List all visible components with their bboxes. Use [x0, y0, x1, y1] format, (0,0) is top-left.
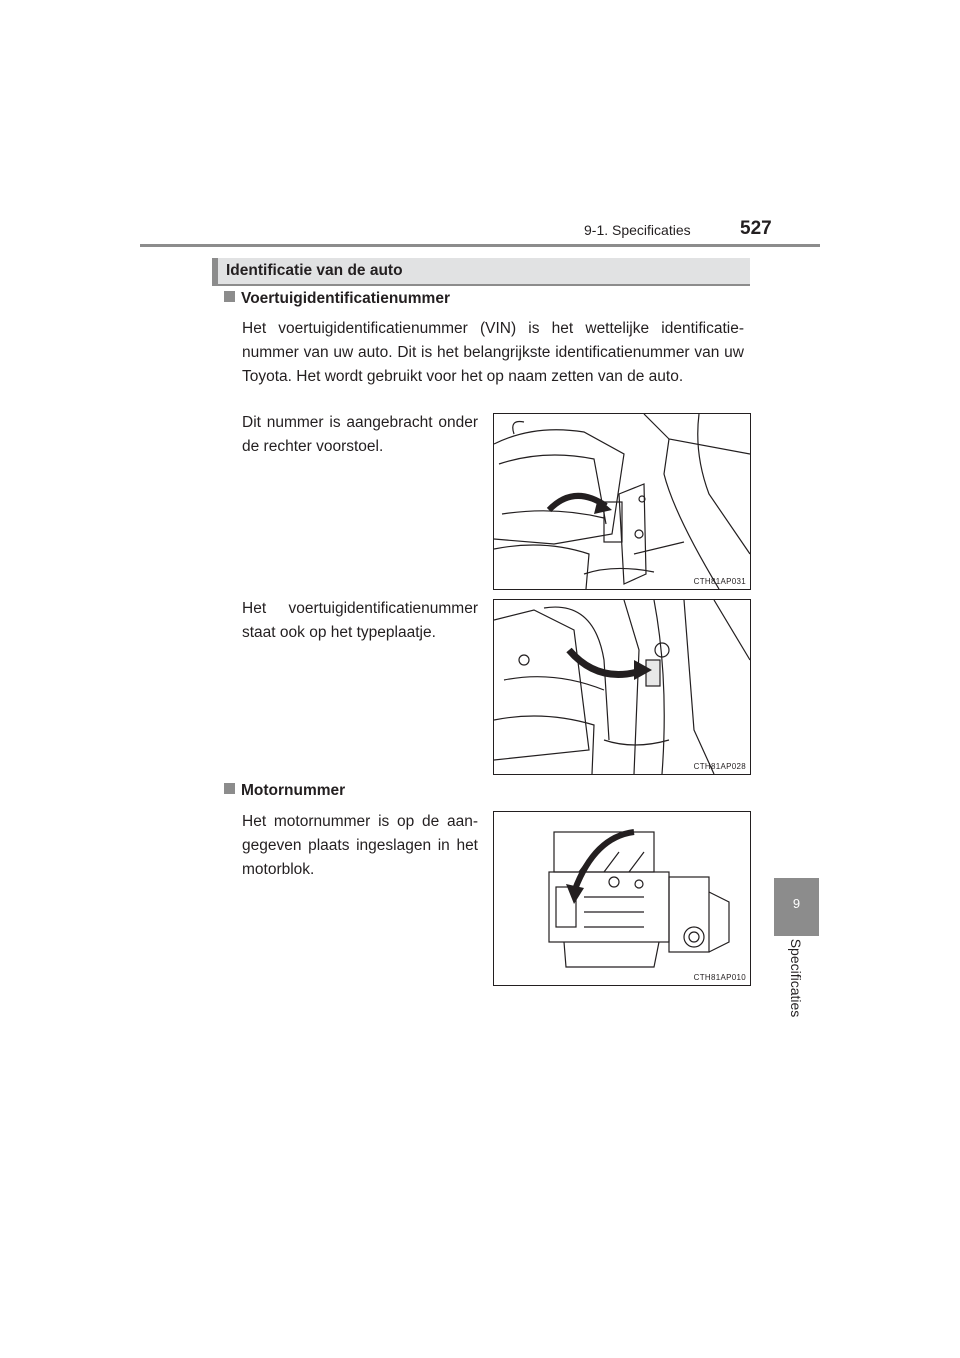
vin-location-plate-text: Het voertuigidentificatienummer staat ook op het typeplaatje.: [242, 600, 478, 641]
chapter-tab-label: Specificaties: [788, 938, 804, 1018]
chapter-tab-number: 9: [792, 896, 801, 911]
figure-code: CTH81AP031: [693, 577, 746, 586]
square-bullet-icon: [224, 783, 235, 794]
header-rule: [140, 244, 820, 247]
vin-heading: [224, 290, 450, 308]
figure-code: CTH81AP010: [693, 973, 746, 982]
vin-heading-text: Voertuigidentificatienummer: [241, 290, 450, 307]
engine-illustration: [494, 812, 750, 985]
running-header-section: 9-1. Specificaties: [584, 222, 691, 238]
section-bar-accent: [212, 258, 218, 284]
vin-intro-paragraph: Het voertuigidentificatienummer (VIN) is het wettelijke identificatie-nummer van uw auto. Dit is het belangrijkste identificatienummer van uw Toyota. Het wordt gebruikt voor het op naam zetten van de auto.: [242, 320, 744, 385]
section-bar-underline: [212, 284, 750, 286]
section-title: Identificatie van de auto: [226, 262, 403, 279]
figure-seat-vin: [493, 413, 751, 590]
figure-engine-block: [493, 811, 751, 986]
engine-heading-text: Motornummer: [241, 782, 346, 799]
seat-floor-illustration: [494, 414, 750, 589]
figure-type-plate: [493, 599, 751, 775]
door-pillar-illustration: [494, 600, 750, 774]
engine-heading: [224, 782, 345, 800]
figure-code: CTH81AP028: [693, 762, 746, 771]
page-number: 527: [740, 218, 772, 239]
vin-location-seat-text: Dit nummer is aangebracht onder de rechter voorstoel.: [242, 414, 478, 455]
engine-number-text: Het motornummer is op de aan-gegeven plaats ingeslagen in het motorblok.: [242, 813, 478, 878]
square-bullet-icon: [224, 291, 235, 302]
